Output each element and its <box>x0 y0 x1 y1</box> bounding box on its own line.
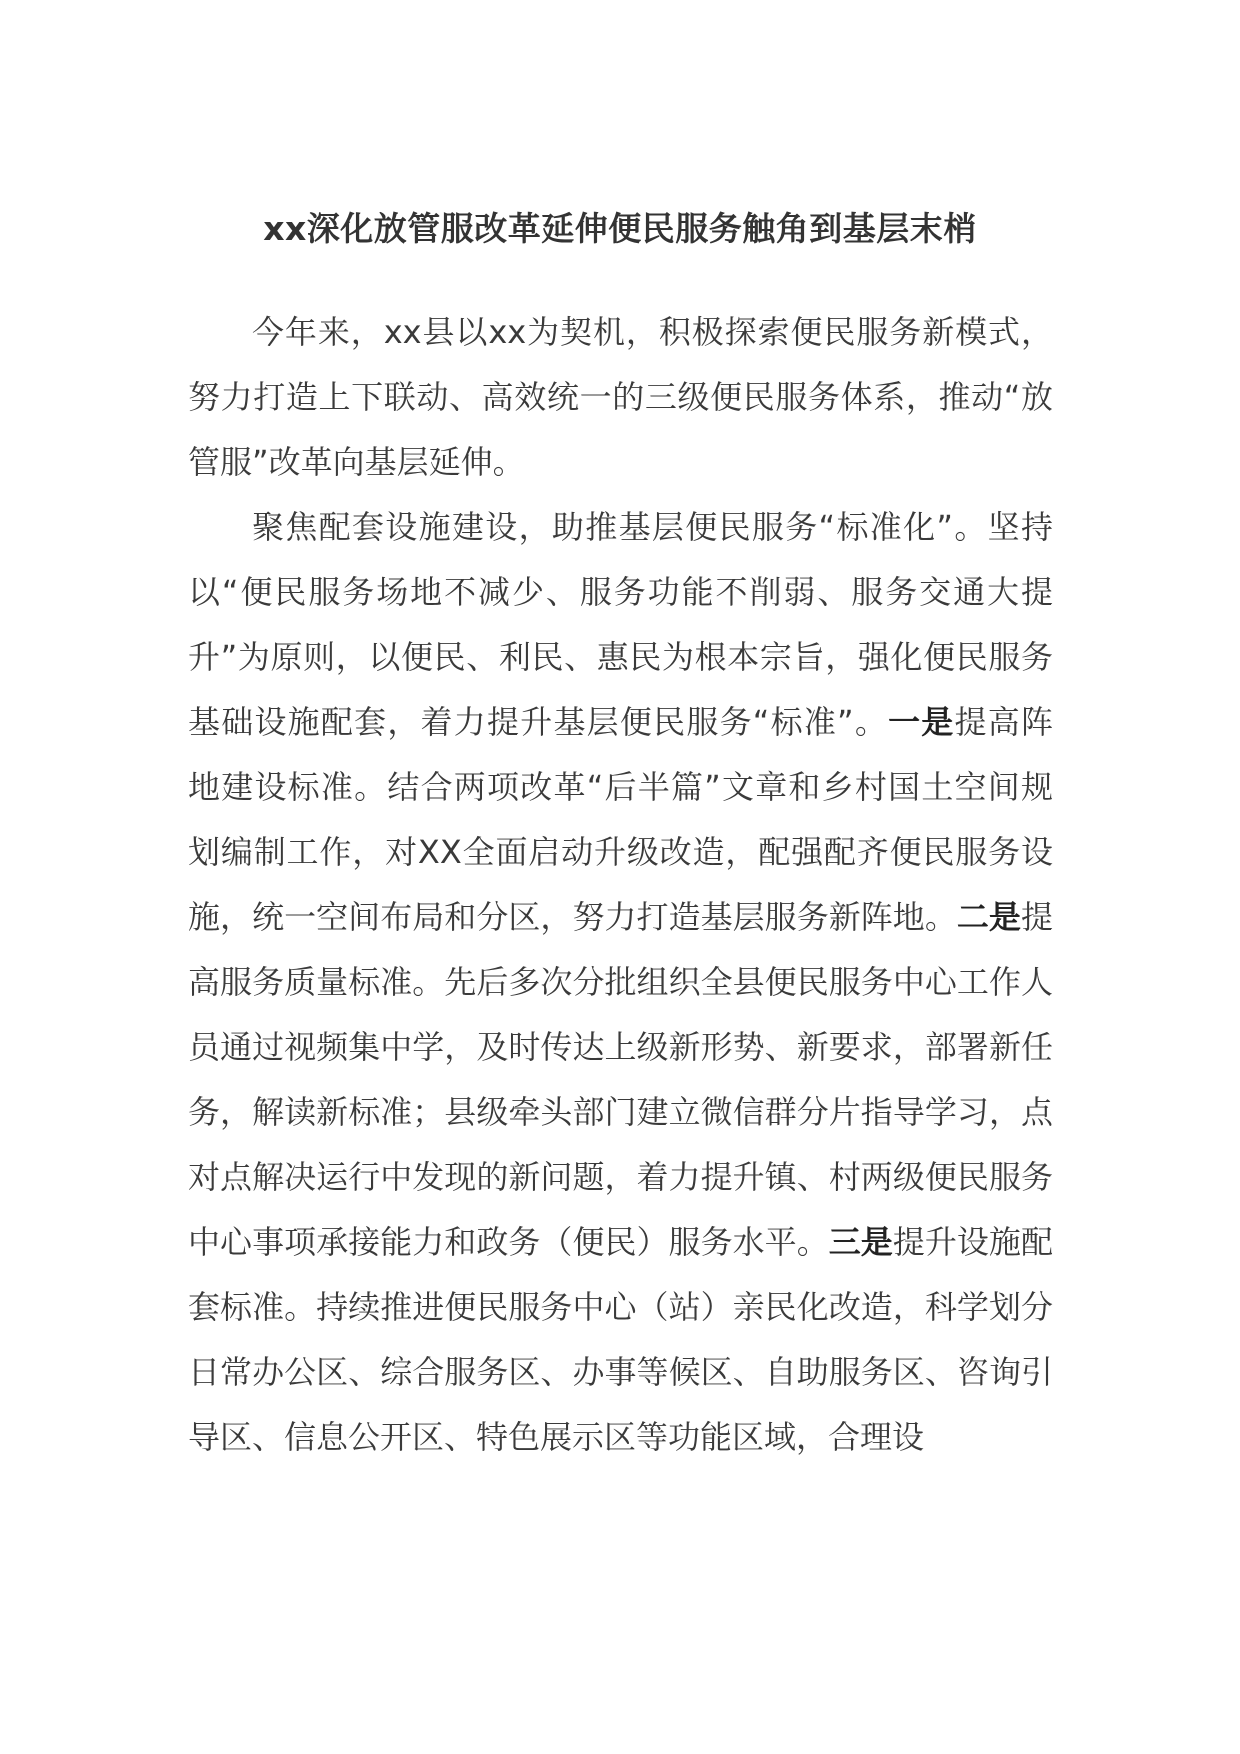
point-two-text: 提高服务质量标准。先后多次分批组织全县便民服务中心工作人员通过视频集中学，及时传达上级新形势、新要求，部署新任务，解读新标准；县级牵头部门建立微信群分片指导学习，点对点解决运行中发现的新问题，着力提升镇、村两级便民服务中心事项承接能力和政务（便民）服务水平。 <box>188 898 1053 1261</box>
intro-paragraph: 今年来，xx县以xx为契机，积极探索便民服务新模式，努力打造上下联动、高效统一的三级便民服务体系，推动“放管服”改革向基层延伸。 <box>188 313 1053 481</box>
point-one-text: 提高阵地建设标准。结合两项改革“后半篇”文章和乡村国土空间规划编制工作，对XX全面启动升级改造，配强配齐便民服务设施，统一空间布局和分区，努力打造基层服务新阵地。 <box>188 703 1053 936</box>
document-title: xx深化放管服改革延伸便民服务触角到基层末梢 <box>263 209 977 248</box>
point-one-label: 一是 <box>888 703 955 741</box>
point-two-label: 二是 <box>956 898 1021 936</box>
document-body <box>188 300 1053 1470</box>
standardization-paragraph <box>188 495 1053 1470</box>
point-three-label: 三是 <box>828 1223 893 1261</box>
point-three-text: 提升设施配套标准。持续推进便民服务中心（站）亲民化改造，科学划分日常办公区、综合服务区、办事等候区、自助服务区、咨询引导区、信息公开区、特色展示区等功能区域，合理设 <box>188 1223 1053 1456</box>
section-lead-text: 聚焦配套设施建设，助推基层便民服务“标准化”。坚持以“便民服务场地不减少、服务功能不削弱、服务交通大提升”为原则，以便民、利民、惠民为根本宗旨，强化便民服务基础设施配套，着力提升基层便民服务“标准”。 <box>188 508 1053 741</box>
